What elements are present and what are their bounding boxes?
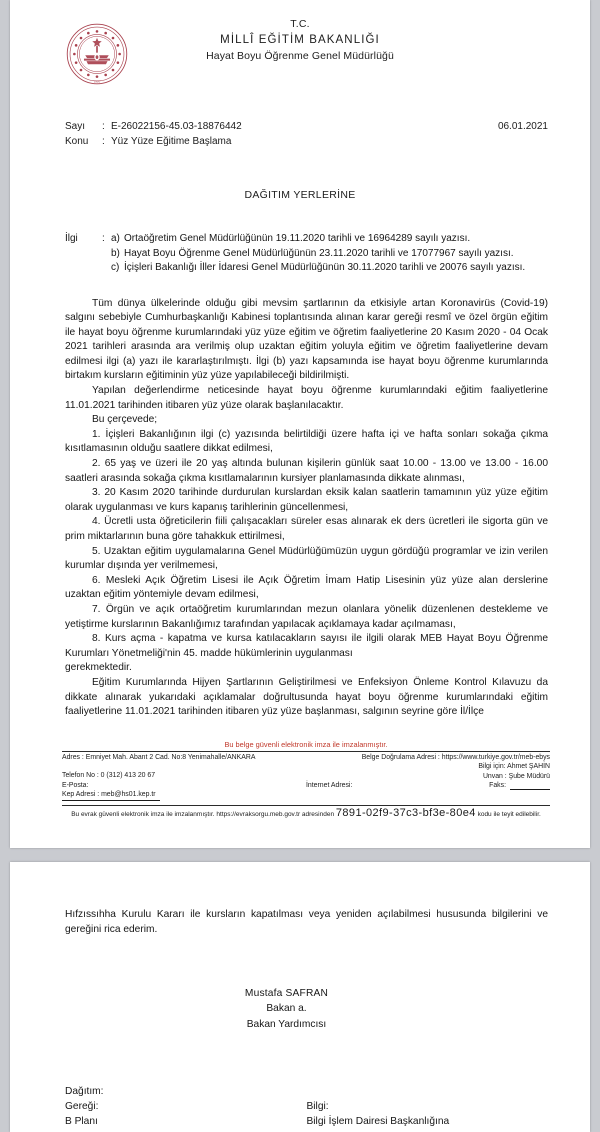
- heading-republic: T.C.: [290, 18, 310, 30]
- footer-kep-value: Kep Adresi : meb@hs01.kep.tr: [62, 790, 160, 801]
- ilgi-marker: b): [111, 247, 120, 259]
- ilgi-item: [102, 232, 548, 247]
- distribution-geregi-value: B Planı: [65, 1116, 98, 1128]
- body-paragraph-1: Tüm dünya ülkelerinde olduğu gibi mevsim şartlarının da etkisiyle artan Koronavirüs (Covid-19) salgını sebebiyle Cumhurbaşkanlığı Kabinesi toplantısında alınan karar gereği resmî ve özel örgün eğitim ile hayat boyu öğrenme kurumlarındaki yüz yüze eğitim ve öğretim faaliyetlerine 20 Kasım 2020 - 04 Ocak 2021 tarihleri arasında ara verilmiş olup uzaktan eğitim yoluyla eğitim ve öğretim faaliyetlerine devam edilmesi ilgi (a) yazı ile kararlaştırılmıştı. İlgi (b) yazı kapsamında ise hayat boyu öğrenme kurumlarında birtakım kursların eğitiminin yüz yüze yapılabileceği bildirilmişti.: [65, 297, 548, 382]
- distribution-columns: [65, 1099, 548, 1129]
- footer-verify-address: Belge Doğrulama Adresi : https://www.turkiye.gov.tr/meb-ebys: [361, 753, 550, 761]
- distribution-bilgi-label: Bilgi:: [306, 1101, 329, 1113]
- ilgi-marker: a): [111, 233, 120, 244]
- footer-right-column: [306, 753, 550, 801]
- meta-row-konu: [65, 134, 548, 149]
- sayi-value: E-26022156-45.03-18876442: [111, 121, 242, 132]
- numbered-item-2: 2. 65 yaş ve üzeri ile 20 yaş altında bulunan kişilerin günlük saat 10.00 - 13.00 ve 13.00 - 16.00 saatleri arasında sokağa çıkma kısıtlamalarının kursiyer planlamasında dikkate alınması,: [65, 458, 548, 484]
- heading-ministry-name: MİLLÎ EĞİTİM BAKANLIĞI: [220, 34, 380, 46]
- footer-row-spacer: [356, 781, 485, 791]
- ilgi-text: Ortaöğretim Genel Müdürlüğünün 19.11.2020 tarihli ve 16964289 sayılı yazısı.: [124, 233, 471, 244]
- verification-prefix: Bu evrak güvenli elektronik imza ile imzalanmıştır. https://evraksorgu.meb.gov.tr adresinden: [71, 811, 335, 818]
- footer-kep: [62, 790, 306, 801]
- heading-department-name: Hayat Boyu Öğrenme Genel Müdürlüğü: [206, 50, 394, 62]
- verification-suffix: kodu ile teyit edilebilir.: [477, 811, 541, 818]
- ilgi-label: İlgi: [65, 233, 78, 244]
- footer-phone: Telefon No : 0 (312) 413 20 67: [62, 772, 156, 780]
- footer-contact-title: Unvan : Şube Müdürü: [482, 772, 550, 780]
- requirement-tail: gerekmektedir.: [65, 662, 132, 674]
- ministry-heading: [10, 17, 590, 64]
- verification-line: [62, 805, 550, 820]
- numbered-item-6: 6. Mesleki Açık Öğretim Lisesi ile Açık Öğretim İmam Hatip Lisesinin yüz yüze alan derslerine uzaktan eğitim yöntemiyle devam edilmesi,: [65, 574, 548, 601]
- konu-colon: :: [102, 136, 105, 147]
- distribution-bilgi-value: Bilgi İşlem Dairesi Başkanlığına: [306, 1116, 450, 1128]
- footer-spacer: [62, 762, 306, 771]
- page-footer: [10, 740, 590, 820]
- numbered-item-1: 1. İçişleri Bakanlığının ilgi (c) yazısında belirtildiği üzere hafta içi ve hafta sonları sokağa çıkma kısıtlamasının olduğu saatlere dikkat edilmesi,: [65, 428, 548, 455]
- document-body: [10, 232, 590, 720]
- numbered-item-5: 5. Uzaktan eğitim uygulamalarına Genel Müdürlüğümüzün uygun gördüğü programlar ve izin verilen kurumlar dışında yer verilmemesi,: [65, 545, 548, 572]
- addressee-heading: DAĞITIM YERLERİNE: [244, 189, 356, 201]
- esignature-note: Bu belge güvenli elektronik imza ile imzalanmıştır.: [224, 739, 388, 749]
- konu-label: Konu: [65, 136, 89, 147]
- ilgi-marker: c): [111, 262, 120, 273]
- svg-text:1920: 1920: [93, 79, 101, 84]
- distribution-bilgi-column: [307, 1099, 549, 1129]
- footer-fax-blank: [510, 781, 550, 790]
- konu-value: Yüz Yüze Eğitime Başlama: [111, 136, 232, 147]
- body-paragraph-3: Bu çerçevede;: [92, 414, 158, 426]
- sayi-label: Sayı: [65, 121, 86, 132]
- numbered-item-3: 3. 20 Kasım 2020 tarihinde durdurulan kurslardan eksik kalan saatlerin tamamının yüz yüze eğitim olarak uygulanması ve kurs kapanış tarihlerinin güncellenmesi,: [65, 487, 548, 513]
- footer-fax-label: Faks:: [489, 782, 506, 790]
- footer-contact-person: Bilgi için: Ahmet ŞAHİN: [478, 763, 550, 771]
- footer-left-column: [62, 753, 306, 801]
- letterhead: [10, 0, 590, 96]
- signatory-name: Mustafa SAFRAN: [244, 987, 329, 999]
- meta-row-sayi: [65, 119, 548, 134]
- ilgi-item: [102, 247, 548, 262]
- distribution-title: Dağıtım:: [65, 1086, 104, 1098]
- distribution-geregi-column: [65, 1099, 307, 1129]
- ilgi-list: [102, 232, 548, 276]
- footer-address: Adres : Emniyet Mah. Abant 2 Cad. No:8 Yenimahalle/ANKARA: [62, 753, 256, 761]
- signatory-role-2: Bakan Yardımcısı: [246, 1018, 327, 1030]
- footer-columns: [62, 751, 550, 801]
- page2-paragraph: Hıfzıssıhha Kurulu Kararı ile kursların kapatılması veya yeniden açılabilmesi hususunda bilgilerini ve gereğini rica ederim.: [65, 909, 548, 935]
- document-page-1: [10, 0, 590, 848]
- numbered-item-7: 7. Örgün ve açık ortaöğretim kurumlarından mezun olanlara yönelik düzenlenen destekleme ve yetiştirme kurslarının Bakanlığımız tarafından yapılacak açıklamaya kadar açılmaması,: [65, 603, 548, 630]
- footer-internet-label: İnternet Adresi:: [306, 782, 353, 790]
- distribution-geregi-label: Gereği:: [65, 1101, 99, 1113]
- ilgi-text: Hayat Boyu Öğrenme Genel Müdürlüğünün 23.11.2020 tarihli ve 17077967 sayılı yazısı.: [124, 247, 514, 259]
- closing-paragraph: Eğitim Kurumlarında Hijyen Şartlarının Geliştirilmesi ve Enfeksiyon Önleme Kontrol Kılavuzu da dikkate alınarak yukarıdaki açıklamalar doğrultusunda hayat boyu öğrenme kurumlarındaki eğitim faaliyetlerine 11.01.2021 tarihinden itibaren yüz yüze başlanması, salgının seyrine göre İl/İlçe: [65, 676, 548, 718]
- distribution-block: [65, 1084, 548, 1129]
- signature-block: [65, 986, 548, 1033]
- ilgi-text: İçişleri Bakanlığı İller İdaresi Genel Müdürlüğünün 30.11.2020 tarihli ve 20076 sayılı yazısı.: [124, 262, 526, 273]
- ilgi-colon: :: [102, 233, 105, 244]
- verification-code: 7891-02f9-37c3-bf3e-80e4: [335, 807, 476, 819]
- document-page-2: [10, 862, 590, 1132]
- numbered-item-4: 4. Ücretli usta öğreticilerin fiili çalışacakları süreler esas alınarak ek ders ücretleri ile sigorta gün ve prim miktarlarının buna göre tahakkuk ettirilmesi,: [65, 516, 548, 542]
- page2-body: [10, 862, 590, 1129]
- numbered-item-8: 8. Kurs açma - kapatma ve kursa katılacakların sayısı ile ilgili olarak MEB Hayat Boyu Öğrenme Kurumları Yönetmeliği'nin 45. madde hükümlerinin uygulanması: [65, 633, 548, 659]
- body-paragraph-2: Yapılan değerlendirme neticesinde hayat boyu öğrenme kurumlarındaki eğitim faaliyetlerine 11.01.2021 tarihinden itibaren yüz yüze olarak başlanılacaktır.: [65, 385, 548, 411]
- document-meta: [10, 119, 590, 149]
- footer-internet-fax-row: [306, 781, 550, 791]
- footer-email: E-Posta:: [62, 781, 89, 789]
- signatory-role-1: Bakan a.: [266, 1003, 307, 1015]
- document-date: 06.01.2021: [497, 121, 548, 132]
- sayi-colon: :: [102, 121, 105, 132]
- ilgi-references: [65, 232, 548, 276]
- ilgi-item: [102, 261, 548, 276]
